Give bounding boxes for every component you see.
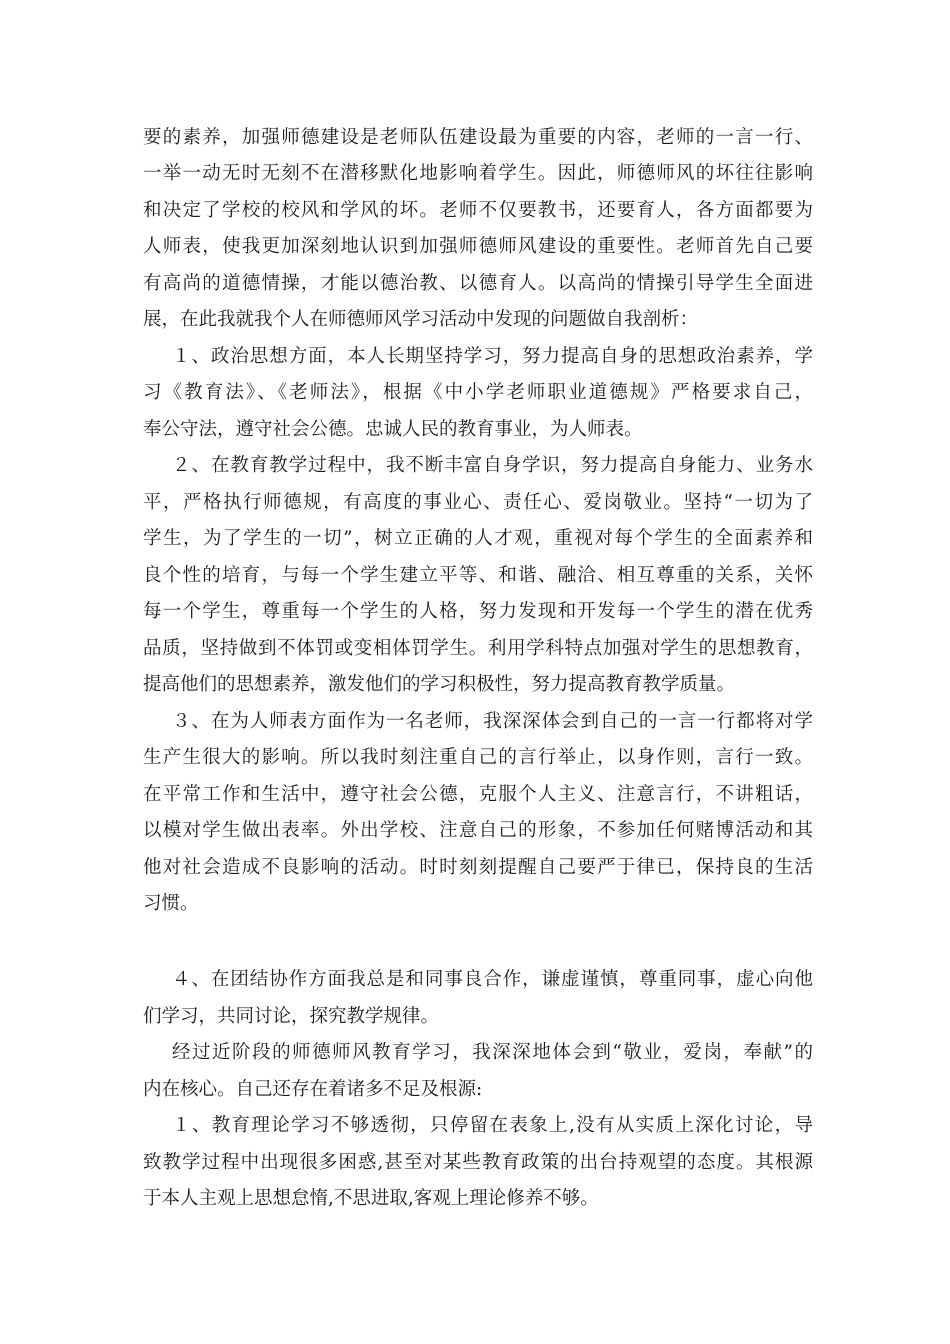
text-line: 他对社会造成不良影响的活动。时时刻刻提醒自己要严于律已，保持良的生活 [143,857,813,878]
text-line: 在平常工作和生活中，遵守社会公德，克服个人主义、注意言行，不讲粗话， [143,784,813,805]
text-line: 经过近阶段的师德师风教育学习，我深深地体会到“敬业，爱岗，奉献”的 [172,1042,813,1063]
text-line: 于本人主观上思想怠惰,不思进取,客观上理论修养不够。 [143,1188,599,1209]
text-line: 生产生很大的影响。所以我时刻注重自己的言行举止，以身作则，言行一致。 [143,747,813,768]
text-line: 每一个学生，尊重每一个学生的人格，努力发现和开发每一个学生的潜在优秀 [143,601,813,622]
text-line: 致教学过程中出现很多困惑,甚至对某些教育政策的出台持观望的态度。其根源 [143,1152,813,1173]
text-line: ４、在团结协作方面我总是和同事良合作，谦虚谨慎，尊重同事，虚心向他 [172,969,813,990]
text-line: １、教育理论学习不够透彻，只停留在表象上,没有从实质上深化讨论，导 [172,1115,813,1136]
text-line: 平，严格执行师德规，有高度的事业心、责任心、爱岗敬业。坚持“一切为了 [143,492,813,513]
text-line: １、政治思想方面，本人长期坚持学习，努力提高自身的思想政治素养，学 [172,346,813,367]
text-line: 内在核心。自己还存在着诸多不足及根源: [143,1079,483,1100]
text-line: 以模对学生做出表率。外出学校、注意自己的形象，不参加任何赌博活动和其 [143,820,813,841]
text-line: 品质，坚持做到不体罚或变相体罚学生。利用学科特点加强对学生的思想教育， [143,638,813,659]
text-line: 习《教育法》、《老师法》，根据《中小学老师职业道德规》严格要求自己， [143,382,813,403]
text-line: 奉公守法，遵守社会公德。忠诚人民的教育事业，为人师表。 [143,419,643,440]
text-line: 要的素养，加强师德建设是老师队伍建设最为重要的内容，老师的一言一行、 [143,127,813,148]
text-line: 良个性的培育，与每一个学生建立平等、和谐、融洽、相互尊重的关系，关怀 [143,565,813,586]
text-line: 们学习，共同讨论，探究教学规律。 [143,1006,440,1027]
text-line: ２、在教育教学过程中，我不断丰富自身学识，努力提高自身能力、业务水 [172,455,813,476]
text-line: 有高尚的道德情操，才能以德治教、以德育人。以高尚的情操引导学生全面进 [143,273,813,294]
text-line: 和决定了学校的校风和学风的坏。老师不仅要教书，还要育人，各方面都要为 [143,200,813,221]
text-line: 一举一动无时无刻不在潜移默化地影响着学生。因此，师德师风的坏往往影响 [143,163,813,184]
text-line: 习惯。 [143,893,199,914]
text-line: 人师表，使我更加深刻地认识到加强师德师风建设的重要性。老师首先自己要 [143,236,813,257]
text-line: ３、在为人师表方面作为一名老师，我深深体会到自己的一言一行都将对学 [172,711,813,732]
text-line: 展，在此我就我个人在师德师风学习活动中发现的问题做自我剖析： [143,309,699,330]
text-line: 学生，为了学生的一切”，树立正确的人才观，重视对每个学生的全面素养和 [143,528,813,549]
text-line: 提高他们的思想素养，激发他们的学习积极性，努力提高教育教学质量。 [143,674,736,695]
